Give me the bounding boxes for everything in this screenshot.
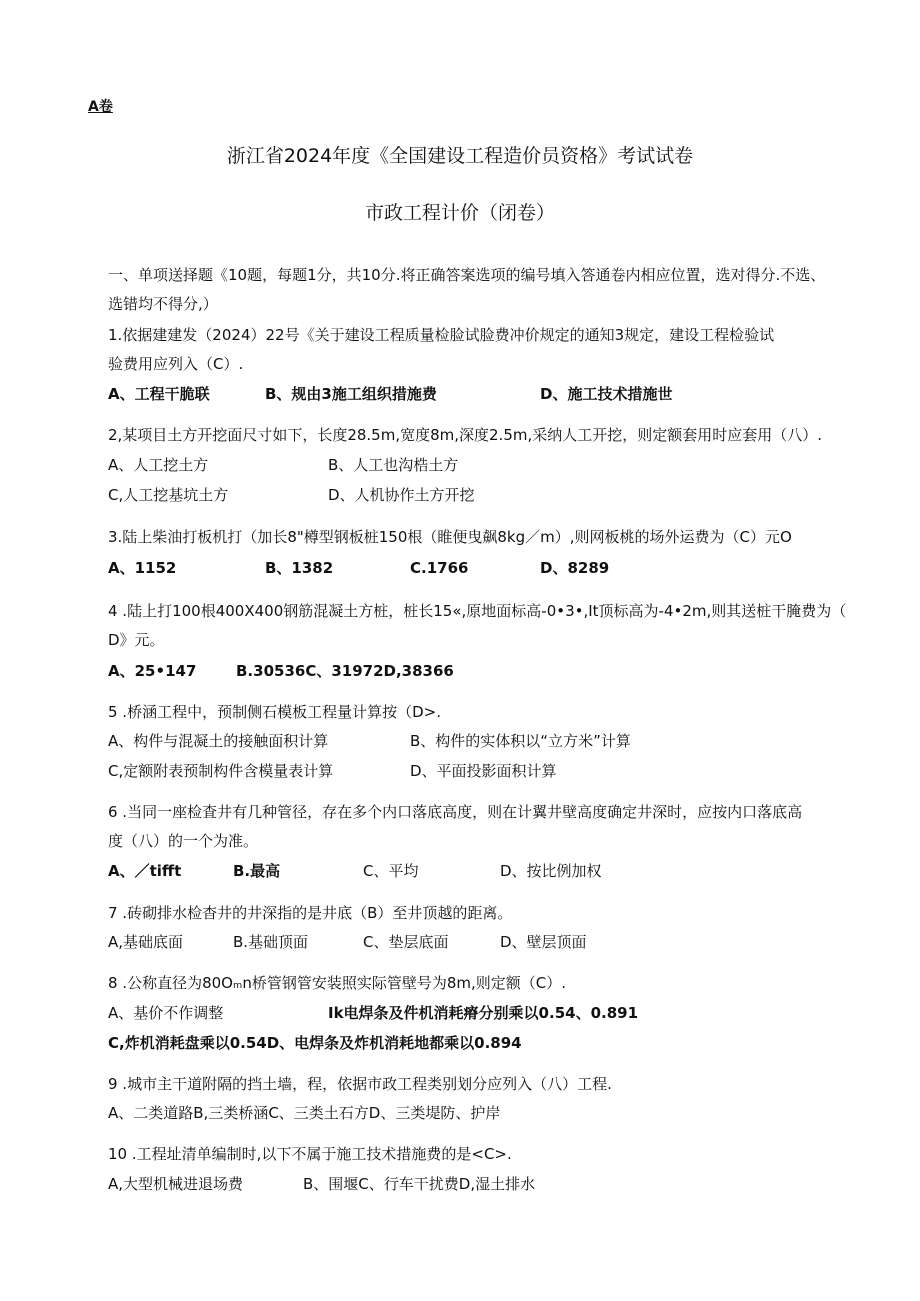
- option: C、平均: [363, 862, 419, 880]
- option: C,定额附表预制构件含模量表计算: [108, 762, 334, 780]
- option: A、25•147: [108, 662, 197, 680]
- option: A、人工挖土方: [108, 456, 209, 474]
- option: B.最高: [233, 862, 281, 880]
- option: D、人机协作土方开挖: [328, 486, 475, 504]
- option: A、／tifft: [108, 862, 182, 880]
- option: B、人工也沟梏土方: [328, 456, 459, 474]
- question-text: 2,某项目土方开挖面尺寸如下，长度28.5m,宽度8m,深度2.5m,采纳人工开挖，则定额套用时应套用（八）.: [108, 426, 823, 444]
- paper-label: A卷: [88, 99, 113, 115]
- option: D、平面投影面积计算: [410, 762, 557, 780]
- option: B、构件的实体积以“立方米”计算: [410, 732, 631, 750]
- option: Ik电焊条及件机消耗瘠分别乘以0.54、0.891: [328, 1004, 639, 1022]
- question-text: 验费用应列入（C）.: [108, 355, 244, 373]
- option: A、二类道路B,三类桥涵C、三类土石方D、三类堤防、护岸: [108, 1104, 501, 1122]
- section-intro-line: 选错均不得分,）: [108, 295, 218, 313]
- option: B.基础顶面: [233, 933, 309, 951]
- question-text: 7 .砖砌排水检杳井的井深指的是井底（B）至井顶越的距离。: [108, 904, 513, 922]
- option: B.30536C、31972D,38366: [236, 662, 454, 680]
- option: D、按比例加权: [500, 862, 602, 880]
- option: C.1766: [410, 559, 469, 577]
- question-text: D》元。: [108, 631, 165, 649]
- option: D、壁层顶面: [500, 933, 587, 951]
- question-text: 3.陆上柴油打板机打（加长8"樽型钢板桩150根（睢便曳飙8kg／m）,则网板桃的场外运费为（C）元O: [108, 528, 792, 546]
- question-text: 1.依据建建发（2024）22号《关于建设工程质量检脸试脸费冲价规定的通知3规定，建设工程检验试: [108, 326, 775, 344]
- question-text: 9 .城市主干道附隔的挡土墙，程，依据市政工程类别划分应列入（八）工程.: [108, 1075, 612, 1093]
- section-intro-line: 一、单项送择题《10题，每题1分，共10分.将正确答案选项的编号填入答通卷内相应位置，选对得分.不选、: [108, 266, 826, 284]
- option: B、1382: [265, 559, 334, 577]
- option: D、施工技术措施世: [540, 385, 673, 403]
- page-title: 浙江省2024年度《全国建设工程造价员资格》考试试卷: [226, 145, 694, 167]
- option: A、1152: [108, 559, 177, 577]
- option: A、构件与混凝土的接触面积计算: [108, 732, 329, 750]
- option: C,炸机消耗盘乘以0.54D、电焊条及炸机消耗地都乘以0.894: [108, 1034, 522, 1052]
- option: B、围堰C、行车干扰费D,湿土排水: [303, 1175, 536, 1193]
- page-subtitle: 市政工程计价（闭卷）: [364, 202, 555, 224]
- option: A,大型机械进退场费: [108, 1175, 244, 1193]
- question-text: 10 .工程址清单编制时,以下不属于施工技术措施费的是<C>.: [108, 1145, 512, 1163]
- option: A、工程干脆联: [108, 385, 210, 403]
- question-text: 8 .公称直径为80Oₘn桥管钢管安装照实际管壁号为8m,则定额（C）.: [108, 974, 566, 992]
- option: C,人工挖基坑土方: [108, 486, 229, 504]
- option: A、基价不作调整: [108, 1004, 224, 1022]
- question-text: 度（八）的一个为准。: [108, 832, 259, 850]
- option: B、规由3施工组织措施费: [265, 385, 437, 403]
- option: A,基础底面: [108, 933, 184, 951]
- question-text: 5 .桥涵工程中，预制侧石模板工程量计算按（D>.: [108, 703, 441, 721]
- option: C、垫层底面: [363, 933, 449, 951]
- question-text: 4 .陆上打100根400X400钢筋混凝土方桩，桩长15«,原地面标高-0•3•,It顶标高为-4•2m,则其送桩干腌费为（: [108, 602, 847, 620]
- option: D、8289: [540, 559, 610, 577]
- question-text: 6 .当同一座检査井有几种管径，存在多个内口落底高度，则在计翼井壁高度确定井深时，应按内口落底高: [108, 803, 803, 821]
